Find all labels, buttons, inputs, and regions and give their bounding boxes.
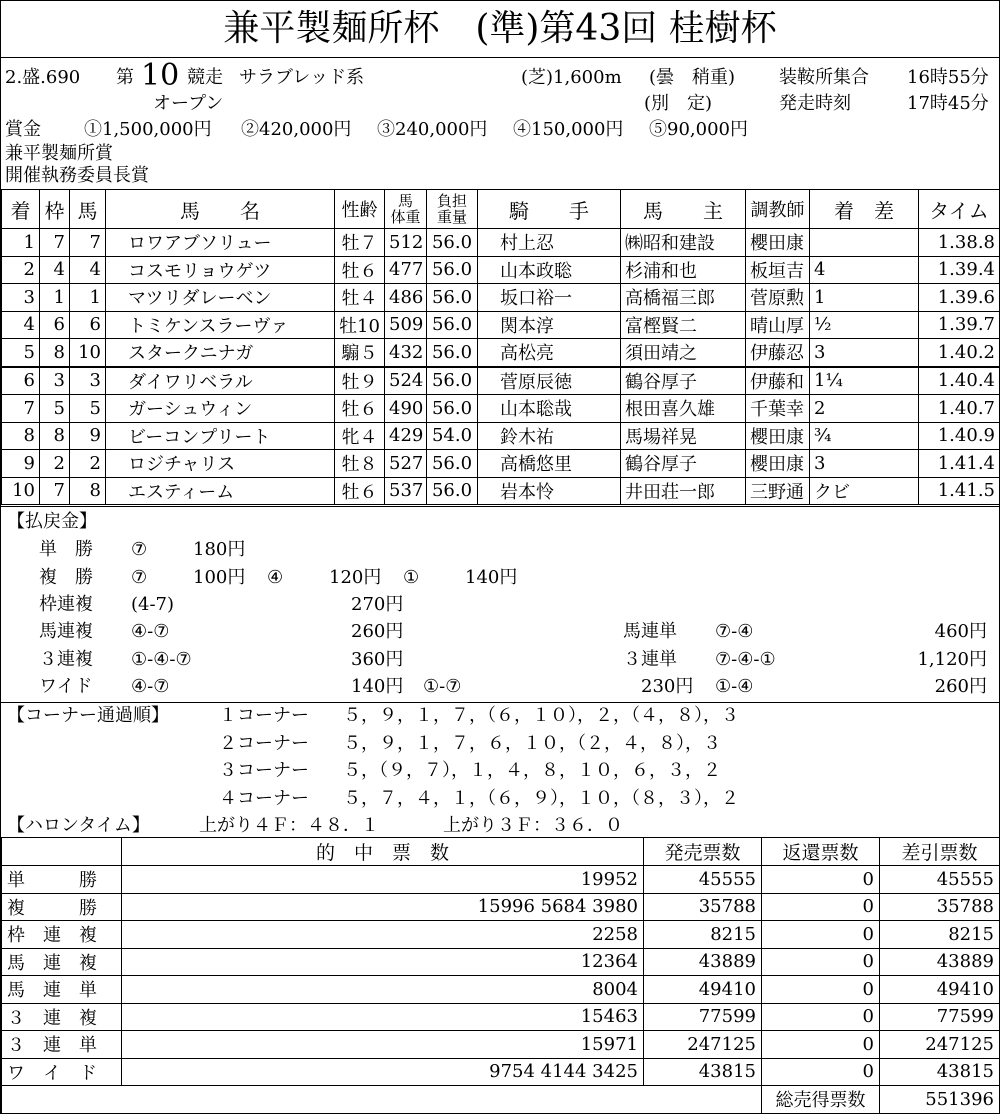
result-weight: 477	[385, 256, 427, 284]
result-trainer: 伊藤和	[746, 367, 810, 395]
post-time: 17時45分	[907, 93, 989, 114]
track-condition: (曇 稍重)	[649, 67, 736, 88]
ticket-net: 45555	[880, 866, 1000, 894]
ticket-refund: 0	[762, 866, 880, 894]
result-margin: ½	[810, 311, 919, 339]
furlong-last4: 上がり４Ｆ：４８．１	[199, 815, 379, 836]
col-margin: 着 差	[810, 190, 919, 229]
meet-code: 2.盛.690	[5, 67, 81, 88]
payout-wide-combo-3: ①-④	[715, 676, 754, 697]
ticket-sold: 247125	[644, 1031, 762, 1059]
col-num: 馬	[70, 190, 106, 229]
gather-time: 16時55分	[907, 67, 989, 88]
result-margin: 4	[810, 256, 919, 284]
col-sex-age: 性齢	[335, 190, 385, 229]
prize-3: ③240,000円	[377, 119, 488, 140]
result-sexage: 牡６	[335, 256, 385, 284]
result-row	[2, 367, 1000, 395]
result-owner: 馬場祥晃	[621, 422, 746, 450]
result-frame: 4	[40, 256, 70, 284]
col-name: 馬 名	[106, 190, 335, 229]
result-place: 2	[2, 256, 40, 284]
col-burden	[427, 190, 478, 229]
result-owner: 高橋福三郎	[621, 284, 746, 312]
result-sexage: 騸５	[335, 339, 385, 367]
result-num: 10	[70, 339, 106, 367]
ticket-net: 49410	[880, 976, 1000, 1004]
result-frame: 2	[40, 450, 70, 478]
payout-umatan-label: 馬連単	[623, 621, 677, 642]
result-sexage: 牝４	[335, 422, 385, 450]
ticket-hit: 19952	[122, 866, 644, 894]
result-trainer: 板垣吉	[746, 256, 810, 284]
result-trainer: 伊藤忍	[746, 339, 810, 367]
corner-1-label: １コーナー	[219, 705, 309, 726]
result-jockey: 関本淳	[478, 311, 621, 339]
payout-fukusho-amount-2: 120円	[329, 567, 382, 588]
col-place: 着	[2, 190, 40, 229]
result-place: 6	[2, 367, 40, 395]
result-num: 3	[70, 367, 106, 395]
ticket-col-hit: 的 中 票 数	[122, 838, 644, 866]
corner-3-label: ３コーナー	[219, 760, 309, 781]
ticket-refund: 0	[762, 948, 880, 976]
result-frame: 6	[40, 311, 70, 339]
result-frame: 5	[40, 395, 70, 423]
result-frame: 7	[40, 477, 70, 505]
corner-1-order: ５，９，１，７，（６，１０），２，（４，８），３	[343, 705, 739, 726]
result-frame: 1	[40, 284, 70, 312]
ticket-net: 35788	[880, 893, 1000, 921]
payout-wakuren-label: 枠連複	[39, 594, 93, 615]
ticket-refund: 0	[762, 1058, 880, 1086]
result-row	[2, 395, 1000, 423]
ticket-hit: 15971	[122, 1031, 644, 1059]
result-name: ロジチャリス	[106, 450, 335, 478]
result-trainer: 櫻田康	[746, 422, 810, 450]
payout-wide-combo-1: ④-⑦	[131, 676, 170, 697]
result-time: 1.39.4	[919, 256, 1000, 284]
race-category: サラブレッド系	[239, 67, 365, 88]
result-num: 2	[70, 450, 106, 478]
result-name: エスティーム	[106, 477, 335, 505]
result-time: 1.41.4	[919, 450, 1000, 478]
ticket-row	[2, 1003, 1000, 1031]
course-distance: (芝)1,600m	[521, 67, 622, 88]
result-burden: 56.0	[427, 367, 478, 395]
result-owner: 鶴谷厚子	[621, 367, 746, 395]
result-weight: 509	[385, 311, 427, 339]
ticket-total-spacer	[2, 1086, 762, 1114]
result-burden: 56.0	[427, 256, 478, 284]
result-trainer: 菅原勲	[746, 284, 810, 312]
result-frame: 8	[40, 339, 70, 367]
ticket-row	[2, 866, 1000, 894]
payout-tansho-combo: ⑦	[131, 539, 148, 560]
result-jockey: 菅原辰徳	[478, 367, 621, 395]
corner-2-label: ２コーナー	[219, 733, 309, 754]
ticket-row	[2, 893, 1000, 921]
ticket-col-net: 差引票数	[880, 838, 1000, 866]
divider	[1, 702, 999, 703]
ticket-sold: 77599	[644, 1003, 762, 1031]
result-sexage: 牡９	[335, 367, 385, 395]
result-name: ガーシュウィン	[106, 395, 335, 423]
result-row	[2, 339, 1000, 367]
result-trainer: 櫻田康	[746, 229, 810, 257]
result-name: トミケンスラーヴァ	[106, 311, 335, 339]
result-burden: 54.0	[427, 422, 478, 450]
ticket-col-refund: 返還票数	[762, 838, 880, 866]
ticket-sales-table	[1, 837, 1000, 1114]
ticket-sold: 49410	[644, 976, 762, 1004]
race-number-suffix: 競走	[187, 67, 223, 88]
ticket-sold: 35788	[644, 893, 762, 921]
payout-sanrenpuku-amount: 360円	[351, 649, 404, 670]
result-name: マツリダレーベン	[106, 284, 335, 312]
corner-3-order: ５，（９，７），１，４，８，１０，６，３，２	[343, 760, 721, 781]
col-frame: 枠	[40, 190, 70, 229]
result-frame: 8	[40, 422, 70, 450]
prize-4: ④150,000円	[513, 119, 624, 140]
payout-fukusho-combo-2: ④	[267, 567, 284, 588]
result-burden: 56.0	[427, 229, 478, 257]
ticket-sold: 43889	[644, 948, 762, 976]
result-margin: クビ	[810, 477, 919, 505]
result-time: 1.38.8	[919, 229, 1000, 257]
result-time: 1.40.9	[919, 422, 1000, 450]
payout-wide-amount-2: 230円	[641, 676, 694, 697]
ticket-type: ３ 連 単	[2, 1031, 122, 1059]
payout-fukusho-combo-1: ⑦	[131, 567, 148, 588]
corner-4-label: ４コーナー	[219, 788, 309, 809]
result-margin: 1	[810, 284, 919, 312]
payout-umaren-combo: ④-⑦	[131, 621, 170, 642]
race-number-prefix: 第	[116, 67, 134, 88]
result-weight: 527	[385, 450, 427, 478]
result-jockey: 鈴木祐	[478, 422, 621, 450]
ticket-refund: 0	[762, 1003, 880, 1031]
result-jockey: 高松亮	[478, 339, 621, 367]
result-owner: 井田荘一郎	[621, 477, 746, 505]
payout-wide-combo-2: ①-⑦	[423, 676, 462, 697]
result-time: 1.39.6	[919, 284, 1000, 312]
ticket-row	[2, 948, 1000, 976]
result-place: 10	[2, 477, 40, 505]
result-sexage: 牡４	[335, 284, 385, 312]
result-sexage: 牡６	[335, 395, 385, 423]
result-num: 5	[70, 395, 106, 423]
ticket-hit: 15463	[122, 1003, 644, 1031]
result-weight: 429	[385, 422, 427, 450]
ticket-net: 8215	[880, 921, 1000, 949]
result-weight: 512	[385, 229, 427, 257]
result-owner: 杉浦和也	[621, 256, 746, 284]
race-class: オープン	[153, 93, 224, 114]
corner-4-order: ５，７，４，１，（６，９），１０，（８，３），２	[343, 788, 739, 809]
ticket-total-row	[2, 1086, 1000, 1114]
ticket-total-label: 総売得票数	[762, 1086, 880, 1114]
furlong-last3: 上がり３Ｆ：３６．０	[443, 815, 623, 836]
ticket-sold: 45555	[644, 866, 762, 894]
result-time: 1.40.4	[919, 367, 1000, 395]
result-jockey: 坂口裕一	[478, 284, 621, 312]
ticket-net: 43889	[880, 948, 1000, 976]
ticket-row	[2, 1031, 1000, 1059]
result-sexage: 牡６	[335, 477, 385, 505]
result-num: 8	[70, 477, 106, 505]
ticket-row	[2, 921, 1000, 949]
payout-sanrenpuku-combo: ①-④-⑦	[131, 649, 192, 670]
payout-fukusho-label: 複 勝	[39, 567, 93, 588]
col-time: タイム	[919, 190, 1000, 229]
weight-rule: (別 定)	[644, 93, 713, 114]
furlong-header: 【ハロンタイム】	[7, 815, 150, 836]
result-name: ダイワリベラル	[106, 367, 335, 395]
payout-umaren-label: 馬連複	[39, 621, 93, 642]
result-margin: 3	[810, 450, 919, 478]
result-name: ビーコンプリート	[106, 422, 335, 450]
result-margin: ¾	[810, 422, 919, 450]
result-place: 7	[2, 395, 40, 423]
result-margin: 2	[810, 395, 919, 423]
ticket-net: 43815	[880, 1058, 1000, 1086]
result-time: 1.39.7	[919, 311, 1000, 339]
result-owner: ㈱昭和建設	[621, 229, 746, 257]
result-place: 9	[2, 450, 40, 478]
result-jockey: 山本政聡	[478, 256, 621, 284]
ticket-col-sold: 発売票数	[644, 838, 762, 866]
result-time: 1.40.2	[919, 339, 1000, 367]
ticket-hit: 12364	[122, 948, 644, 976]
ticket-type: 馬 連 複	[2, 948, 122, 976]
payout-fukusho-amount-1: 100円	[193, 567, 246, 588]
result-place: 5	[2, 339, 40, 367]
result-place: 3	[2, 284, 40, 312]
result-row	[2, 229, 1000, 257]
post-label: 発走時刻	[779, 93, 851, 114]
result-trainer: 晴山厚	[746, 311, 810, 339]
payout-sanrentan-amount: 1,120円	[917, 649, 987, 670]
result-frame: 7	[40, 229, 70, 257]
result-sexage: 牡10	[335, 311, 385, 339]
result-row	[2, 284, 1000, 312]
corners-header: 【コーナー通過順】	[7, 705, 169, 726]
ticket-type: 単 勝	[2, 866, 122, 894]
ticket-type: ３ 連 複	[2, 1003, 122, 1031]
result-weight: 524	[385, 367, 427, 395]
prize-1: ①1,500,000円	[84, 119, 212, 140]
result-row	[2, 256, 1000, 284]
ticket-type: 複 勝	[2, 893, 122, 921]
result-jockey: 岩本怜	[478, 477, 621, 505]
col-owner: 馬 主	[621, 190, 746, 229]
col-weight-line2: 体重	[390, 208, 421, 226]
result-weight: 432	[385, 339, 427, 367]
result-num: 9	[70, 422, 106, 450]
payout-fukusho-amount-3: 140円	[465, 567, 518, 588]
result-weight: 490	[385, 395, 427, 423]
result-place: 8	[2, 422, 40, 450]
ticket-hit: 9754 4144 3425	[122, 1058, 644, 1086]
ticket-col-type	[2, 838, 122, 866]
payout-wakuren-amount: 270円	[351, 594, 404, 615]
col-trainer: 調教師	[746, 190, 810, 229]
result-burden: 56.0	[427, 339, 478, 367]
result-num: 4	[70, 256, 106, 284]
col-weight	[385, 190, 427, 229]
result-burden: 56.0	[427, 311, 478, 339]
ticket-refund: 0	[762, 921, 880, 949]
ticket-net: 247125	[880, 1031, 1000, 1059]
ticket-refund: 0	[762, 1031, 880, 1059]
result-row	[2, 450, 1000, 478]
page-title: 兼平製麺所杯 (準)第43回 桂樹杯	[1, 1, 999, 58]
payout-tansho-amount: 180円	[193, 539, 246, 560]
result-weight: 537	[385, 477, 427, 505]
prize-label: 賞金	[5, 119, 41, 140]
result-row	[2, 422, 1000, 450]
result-owner: 根田喜久雄	[621, 395, 746, 423]
result-name: スタークニナガ	[106, 339, 335, 367]
ticket-row	[2, 1058, 1000, 1086]
result-sexage: 牡８	[335, 450, 385, 478]
ticket-refund: 0	[762, 976, 880, 1004]
result-time: 1.41.5	[919, 477, 1000, 505]
result-place: 4	[2, 311, 40, 339]
result-owner: 須田靖之	[621, 339, 746, 367]
race-number: 10	[141, 58, 180, 93]
col-jockey: 騎 手	[478, 190, 621, 229]
result-num: 7	[70, 229, 106, 257]
result-row	[2, 477, 1000, 505]
award-2: 開催執務委員長賞	[5, 165, 149, 186]
ticket-hit: 8004	[122, 976, 644, 1004]
result-margin: 1¼	[810, 367, 919, 395]
ticket-refund: 0	[762, 893, 880, 921]
result-burden: 56.0	[427, 395, 478, 423]
ticket-sold: 43815	[644, 1058, 762, 1086]
result-burden: 56.0	[427, 477, 478, 505]
result-place: 1	[2, 229, 40, 257]
result-time: 1.40.7	[919, 395, 1000, 423]
payout-wide-amount-1: 140円	[351, 676, 404, 697]
result-name: ロワアブソリュー	[106, 229, 335, 257]
result-owner: 鶴谷厚子	[621, 450, 746, 478]
result-trainer: 三野通	[746, 477, 810, 505]
payout-sanrenpuku-label: ３連複	[39, 649, 93, 670]
col-weight-line1: 馬	[397, 192, 413, 210]
result-margin: 3	[810, 339, 919, 367]
result-jockey: 高橋悠里	[478, 450, 621, 478]
ticket-hit: 15996 5684 3980	[122, 893, 644, 921]
result-num: 6	[70, 311, 106, 339]
prize-2: ②420,000円	[241, 119, 352, 140]
prize-5: ⑤90,000円	[649, 119, 748, 140]
payout-sanrentan-label: ３連単	[623, 649, 677, 670]
gather-label: 装鞍所集合	[779, 67, 869, 88]
result-burden: 56.0	[427, 450, 478, 478]
payout-umatan-amount: 460円	[934, 621, 987, 642]
result-trainer: 櫻田康	[746, 450, 810, 478]
payout-umatan-combo: ⑦-④	[715, 621, 754, 642]
payout-wide-label: ワイド	[39, 676, 93, 697]
corner-2-order: ５，９，１，７，６，１０，（２，４，８），３	[343, 733, 721, 754]
payout-tansho-label: 単 勝	[39, 539, 93, 560]
ticket-header-row	[2, 838, 1000, 866]
result-margin	[810, 229, 919, 257]
payout-umaren-amount: 260円	[351, 621, 404, 642]
ticket-type: 馬 連 単	[2, 976, 122, 1004]
result-owner: 富樫賢二	[621, 311, 746, 339]
ticket-type: 枠 連 複	[2, 921, 122, 949]
col-burden-line1: 負担	[436, 192, 467, 210]
result-jockey: 山本聡哉	[478, 395, 621, 423]
payout-wakuren-combo: (4-7)	[131, 594, 175, 615]
result-weight: 486	[385, 284, 427, 312]
result-frame: 3	[40, 367, 70, 395]
divider	[1, 506, 999, 507]
ticket-sold: 8215	[644, 921, 762, 949]
result-num: 1	[70, 284, 106, 312]
payout-header: 【払戻金】	[7, 511, 97, 532]
payout-wide-amount-3: 260円	[934, 676, 987, 697]
ticket-row	[2, 976, 1000, 1004]
result-jockey: 村上忍	[478, 229, 621, 257]
payout-fukusho-combo-3: ①	[403, 567, 420, 588]
results-header-row	[2, 190, 1000, 229]
award-1: 兼平製麺所賞	[5, 143, 113, 164]
result-trainer: 千葉幸	[746, 395, 810, 423]
ticket-total-value: 551396	[880, 1086, 1000, 1114]
results-table	[1, 189, 1000, 505]
payout-sanrentan-combo: ⑦-④-①	[715, 649, 776, 670]
result-name: コスモリョウゲツ	[106, 256, 335, 284]
result-row	[2, 311, 1000, 339]
result-sexage: 牡７	[335, 229, 385, 257]
ticket-hit: 2258	[122, 921, 644, 949]
ticket-net: 77599	[880, 1003, 1000, 1031]
result-burden: 56.0	[427, 284, 478, 312]
col-burden-line2: 重量	[436, 208, 467, 226]
ticket-type: ワ イ ド	[2, 1058, 122, 1086]
